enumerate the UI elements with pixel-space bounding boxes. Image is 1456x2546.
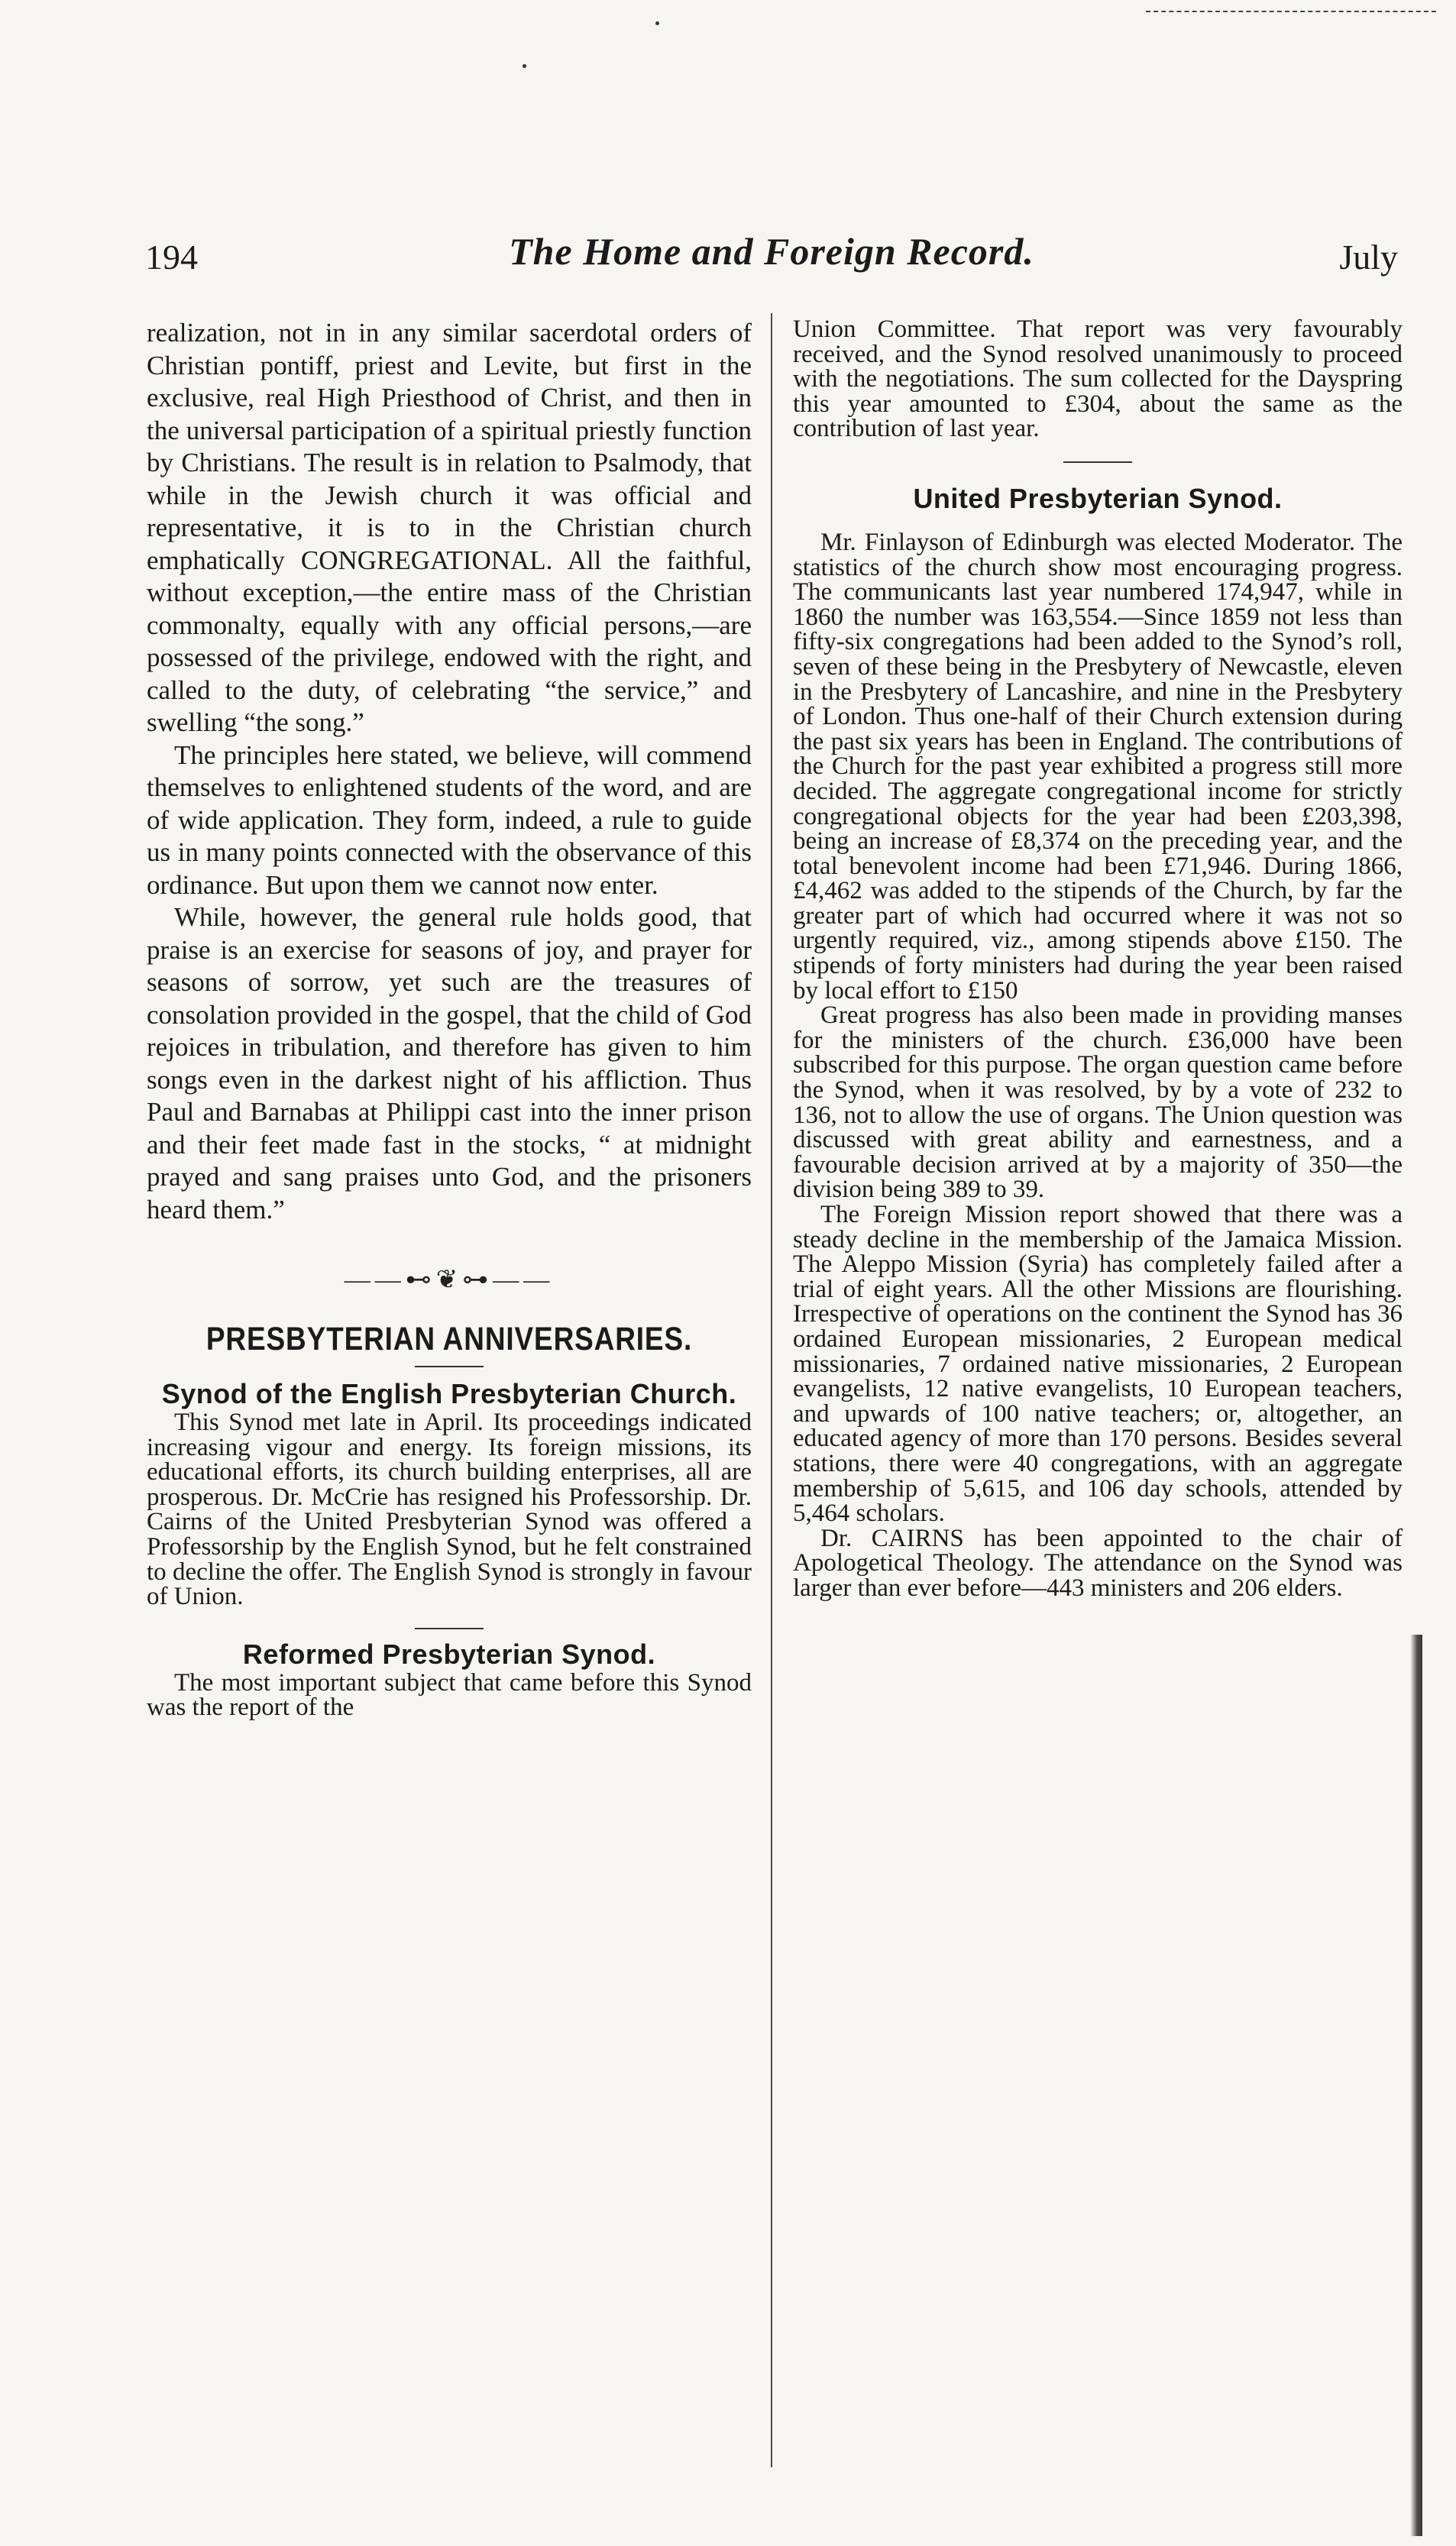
divider-rule	[415, 1628, 484, 1629]
ink-speck	[523, 64, 526, 68]
ink-speck	[655, 21, 659, 25]
paragraph: realization, not in in any similar sacerdotal orders of Christian pontiff, priest and Levite, but first in the exclusive, real High Priesthood of Christ, and then in the universal participation of a spiritual priestly function by Christians. The result is in relation to Psalmody, that while in the Jewish church it was official and representative, it is to in the Christian church emphatically CONGREGATIONAL. All the faithful, without exception,—the entire mass of the Christian commonalty, equally with any official persons,—are possessed of the privilege, endowed with the right, and called to the duty, of celebrating “the service,” and swelling “the song.”	[147, 318, 752, 737]
subsection-title: United Presbyterian Synod.	[913, 482, 1283, 514]
paragraph: Union Committee. That report was very favourably received, and the Synod resolved unanimously to proceed with the negotiations. The sum collected for the Dayspring this year amounted to £304, about the same as the contribution of last year.	[793, 315, 1403, 443]
paragraph: Great progress has also been made in providing manses for the ministers of the church. £36,000 have been subscribed for this purpose. The organ question came before the Synod, when it was resolved, by by a vote of 232 to 136, not to allow the use of organs. The Union question was discussed with great ability and earnestness, and a favourable decision arrived at by a majority of 350—the division being 389 to 39.	[793, 1001, 1403, 1204]
paragraph: The most important subject that came before this Synod was the report of the	[147, 1668, 752, 1722]
divider-rule	[1063, 461, 1132, 463]
subsection-title: Synod of the English Presbyterian Church.	[161, 1378, 737, 1409]
paragraph: This Synod met late in April. Its proceedings indicated increasing vigour and energy. Its foreign missions, its educational efforts, its church building enterprises, all are prosperous. Dr. McCrie has resigned his Professorship. Dr. Cairns of the United Presbyterian Synod was offered a Professorship by the English Synod, but he felt constrained to decline the offer. The English Synod is strongly in favour of Union.	[147, 1409, 752, 1611]
journal-title: The Home and Foreign Record.	[509, 230, 1034, 273]
running-month: July	[1339, 238, 1398, 277]
subsection-title: Reformed Presbyterian Synod.	[242, 1638, 656, 1670]
paragraph: The principles here stated, we believe, will commend themselves to enlightened students of the word, and are of wide application. They form, indeed, a rule to guide us in many points connected with the observance of this ordinance. But upon them we cannot now enter.	[147, 739, 752, 900]
paragraph: Mr. Finlayson of Edinburgh was elected Moderator. The statistics of the church show most encouraging progress. The communicants last year numbered 174,947, while in 1860 the number was 163,554.—Since 1859 not less than fifty-six congregations had been added to the Synod’s roll, seven of these being in the Presbytery of Newcastle, eleven in the Presbytery of Lancashire, and nine in the Presbytery of London. Thus one-half of their Church extension during the past six years has been in England. The contributions of the Church for the past year exhibited a progress still more decided. The aggregate congregational income for strictly congregational objects for the year had been £203,398, being an increase of £8,374 on the preceding year, and the total benevolent income had been £71,946. During 1866, £4,462 was added to the stipends of the Church, by far the greater part of which had occurred where it was not so urgently required, viz., among stipends above £150. The stipends of forty ministers had during the year been raised by local effort to £150	[793, 528, 1403, 1004]
page-number: 194	[145, 238, 198, 277]
left-column	[147, 317, 752, 1720]
right-column	[793, 317, 1403, 1601]
ornamental-rule: ——⊷❦⊶——	[344, 1266, 555, 1294]
section-title: PRESBYTERIAN ANNIVERSARIES.	[205, 1320, 693, 1357]
binding-shadow	[1410, 1635, 1422, 2536]
paragraph: The Foreign Mission report showed that there was a steady decline in the membership of the Jamaica Mission. The Aleppo Mission (Syria) has completely failed after a trial of eight years. All the other Missions are flourishing. Irrespective of operations on the continent the Synod has 36 ordained European missionaries, 2 European medical missionaries, 7 ordained native missionaries, 2 European evangelists, 12 native evangelists, 10 European teachers, and upwards of 100 native teachers; or, altogether, an educated agency of more than 170 persons. Besides several stations, there were 40 congregations, with an aggregate membership of 5,615, and 106 day schools, attended by 5,464 scholars.	[793, 1201, 1403, 1528]
column-divider	[771, 313, 772, 2467]
paragraph: While, however, the general rule holds good, that praise is an exercise for seasons of joy, and prayer for seasons of sorrow, yet such are the treasures of consolation provided in the gospel, that the child of God rejoices in tribulation, and therefore has given to him songs even in the darkest night of his affliction. Thus Paul and Barnabas at Philippi cast into the inner prison and their feet made fast in the stocks, “ at midnight prayed and sang praises unto God, and the prisoners heard them.”	[147, 902, 752, 1224]
running-header	[145, 229, 1398, 298]
divider-rule	[415, 1366, 484, 1367]
paragraph: Dr. CAIRNS has been appointed to the chair of Apologetical Theology. The attendance on the Synod was larger than ever before—443 ministers and 206 elders.	[793, 1524, 1403, 1602]
page-edge-marks	[1146, 11, 1436, 15]
